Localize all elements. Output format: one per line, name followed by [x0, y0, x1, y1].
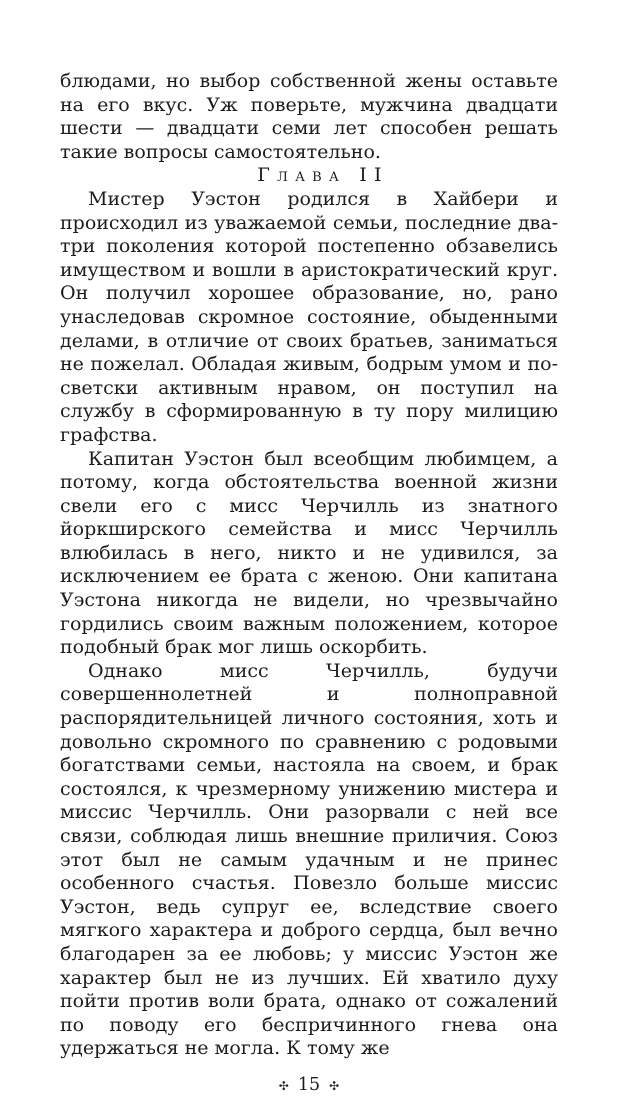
body-paragraph: Капитан Уэстон был всеобщим любимцем, а потому, когда обстоятельства военной жизни свели его с мисс Черчилль из знатного йоркширского семейства и мисс Черчилль влюбилась в него, никто и не удивился, за исключением ее брата с женою. Они капитана Уэстона никогда не видели, но чрезвычайно гордились своим важным положением, которое подобный брак мог лишь оскорбить. [60, 447, 558, 659]
page-footer [60, 1074, 558, 1098]
footer-ornament-left-icon: ✣ [278, 1078, 289, 1093]
page-number: 15 [297, 1074, 321, 1095]
footer-ornament-right-icon: ✣ [329, 1078, 340, 1093]
body-paragraph: Мистер Уэстон родился в Хайбери и происходил из уважаемой семьи, последние два-три поколения которой постепенно обзавелись имуществом и вошли в аристократический круг. Он получил хорошее образование, но, рано унаследовав скромное состояние, обыденными делами, в отличие от своих братьев, заниматься не пожелал. Обладая живым, бодрым умом и по-светски активным нравом, он поступил на службу в сформированную в ту пору милицию графства. [60, 187, 558, 446]
body-paragraph: Однако мисс Черчилль, будучи совершеннолетней и полноправной распорядительницей личного состояния, хоть и довольно скромного по сравнению с родовыми богатствами семьи, настояла на своем, и брак состоялся, к чрезмерному унижению мистера и миссис Черчилль. Они разорвали с ней все связи, соблюдая лишь внешние приличия. Союз этот был не самым удачным и не принес особенного счастья. Повезло больше миссис Уэстон, ведь супруг ее, вследствие своего мягкого характера и доброго сердца, был вечно благодарен за ее любовь; у миссис Уэстон же характер был не из лучших. Ей хватило духу пойти против воли брата, однако от сожалений по поводу его беспричинного гнева она удержаться не могла. К тому же [60, 659, 558, 1060]
chapter-heading: Глава II [257, 164, 389, 187]
leading-paragraph: блюдами, но выбор собственной жены оставьте на его вкус. Уж поверьте, мужчина двадцати шести — двадцати семи лет способен решать такие вопросы самостоятельно. [60, 70, 558, 163]
